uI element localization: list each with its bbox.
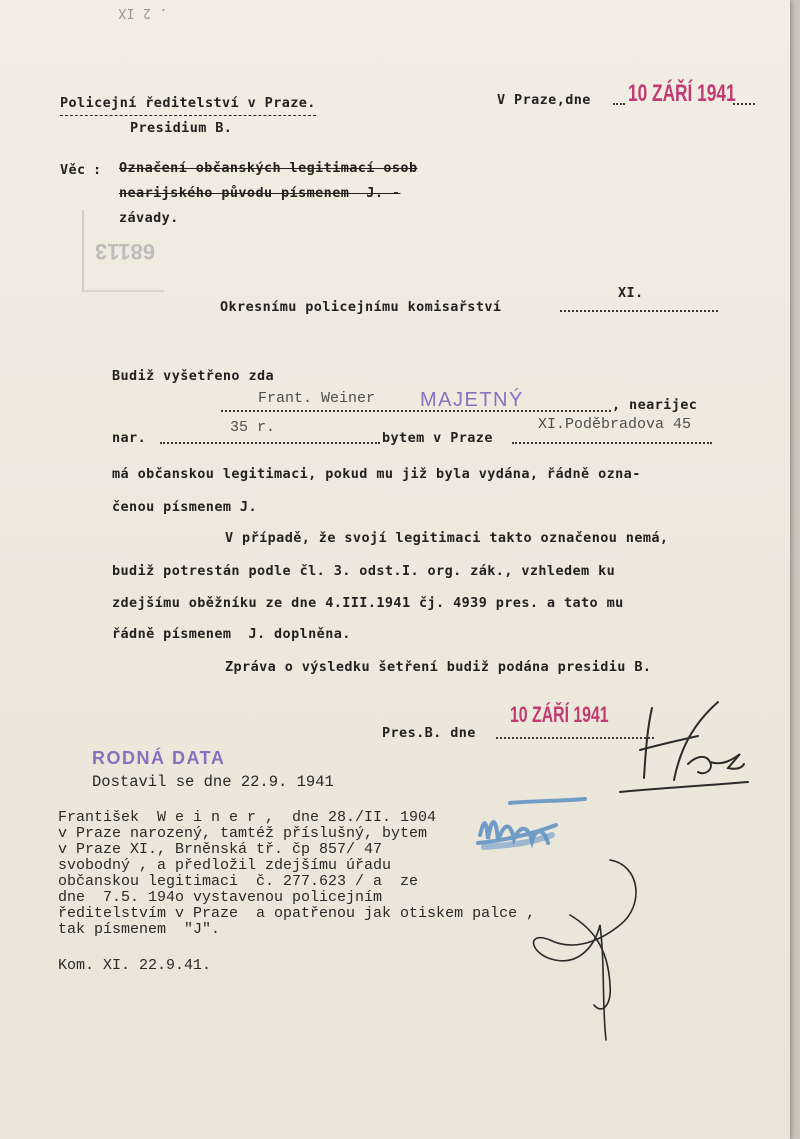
body-line-legitimation: má občanskou legitimaci, pokud mu již byla vydána, řádně ozna-	[112, 466, 641, 482]
date-stamp-bottom: 10 ZÁŘÍ 1941	[510, 702, 609, 727]
paragraph2-line2: budiž potrestán podle čl. 3. odst.I. org. zák., vzhledem ku	[112, 563, 616, 579]
report-line-1: František W e i n e r , dne 28./II. 1904	[58, 809, 437, 826]
body-line-letter: čenou písmenem J.	[112, 499, 257, 515]
subject-label: Věc	[60, 162, 86, 178]
paragraph2-line3: zdejšímu oběžníku ze dne 4.III.1941 čj. 4939 pres. a tato mu	[112, 595, 624, 611]
report-line-6: dne 7.5. 194o vystavenou policejním	[58, 889, 383, 906]
dostavil-line: Dostavil se dne 22.9. 1941	[92, 773, 334, 791]
subject-line-1: Označení občanských legitimací osob	[119, 160, 418, 176]
corner-mark: . 2 IX	[118, 5, 168, 20]
subject-line-3: závady.	[119, 210, 179, 226]
date-stamp-top: 10 ZÁŘÍ 1941	[628, 80, 736, 107]
report-line-2: v Praze narozený, tamtéž příslušný, bytem	[58, 825, 428, 842]
subject-line-2: nearijského původu písmenem J. -	[119, 185, 401, 201]
date-dots-left	[613, 103, 625, 105]
date-dots-right	[733, 103, 755, 105]
report-line-5: občanskou legitimaci č. 277.623 / a ze	[58, 873, 419, 890]
report-line-8: tak písmenem "J".	[58, 921, 221, 938]
born-label: nar.	[112, 430, 147, 446]
rodna-data-stamp: RODNÁ DATA	[92, 748, 226, 768]
address-value: XI.Poděbradova 45	[538, 416, 692, 433]
pres-date-label: Pres.B. dne	[382, 725, 476, 741]
nearijec-text: , nearijec	[612, 397, 698, 413]
place-date-label: V Praze,dne	[497, 92, 591, 108]
office-name: Policejní ředitelství v Praze.	[60, 97, 316, 116]
paragraph2-line1: V případě, že svojí legitimaci takto označenou nemá,	[225, 530, 669, 546]
paragraph3: Zpráva o výsledku šetření budiž podána presidiu B.	[225, 659, 652, 675]
address-dots	[512, 442, 712, 444]
recipient-dots	[560, 310, 718, 312]
signature-black	[600, 690, 760, 800]
signature-loop	[510, 855, 660, 1045]
report-line-4: svobodný , a předložil zdejšímu úřadu	[58, 857, 392, 874]
born-dots	[160, 442, 380, 444]
report-line-7: ředitelstvím v Praze a opatřenou jak otiskem palce ,	[58, 905, 536, 922]
komisarstvi-date: Kom. XI. 22.9.41.	[58, 957, 212, 974]
name-dots	[221, 410, 611, 412]
recipient-number: XI.	[618, 285, 644, 301]
recipient-office: Okresnímu policejnímu komisařství	[220, 299, 502, 315]
department-name: Presidium B.	[130, 120, 233, 136]
paragraph2-line4: řádně písmenem J. doplněna.	[112, 626, 351, 642]
person-name: Frant. Weiner	[258, 390, 376, 407]
status-stamp: MAJETNÝ	[420, 389, 524, 411]
report-line-3: v Praze XI., Brněnská tř. čp 857/ 47	[58, 841, 383, 858]
faded-stamp-number: 68113	[95, 239, 155, 264]
subject-colon: :	[93, 162, 102, 178]
body-intro: Budiž vyšetřeno zda	[112, 368, 275, 384]
residence-label: bytem v Praze	[382, 430, 493, 446]
age-value: 35 r.	[230, 419, 276, 436]
